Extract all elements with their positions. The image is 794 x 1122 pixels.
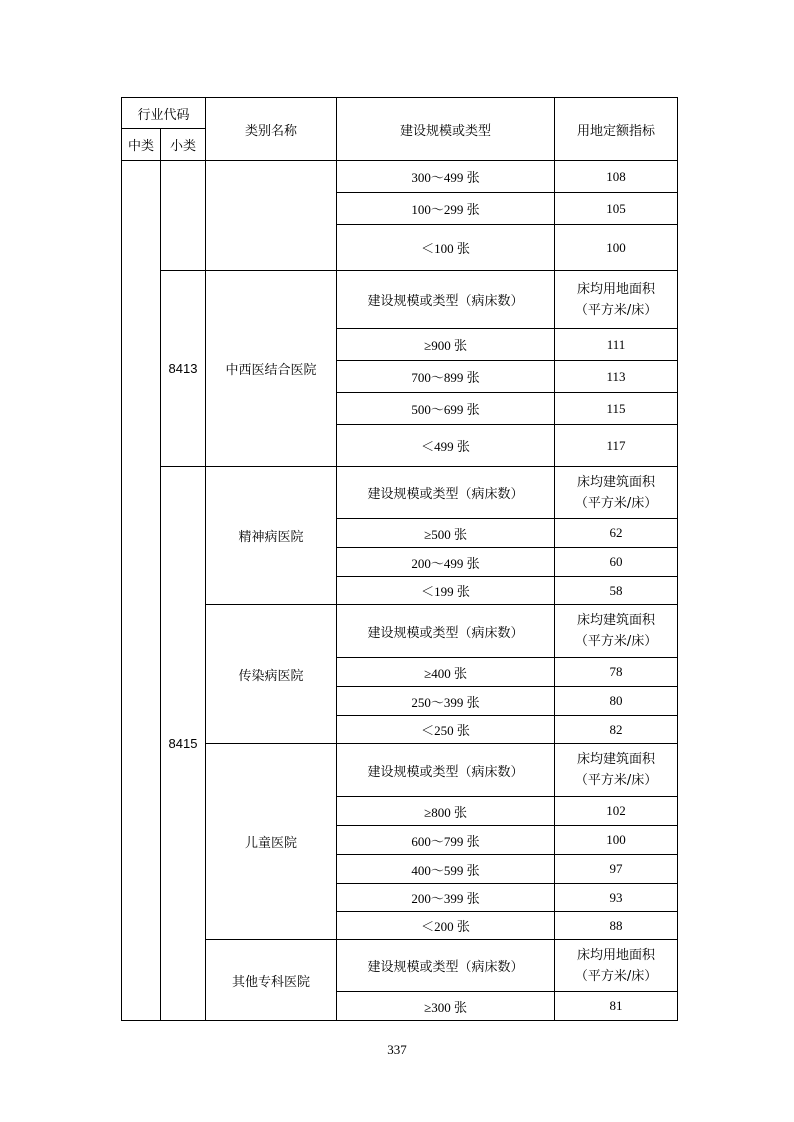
scale-cell: 200～399 张	[337, 884, 555, 912]
scale-cell: ≥400 张	[337, 658, 555, 687]
header-scale-type: 建设规模或类型	[337, 98, 555, 161]
header-category-name: 类别名称	[206, 98, 337, 161]
value-cell: 117	[555, 425, 678, 467]
scale-cell: 200～499 张	[337, 548, 555, 577]
value-cell: 80	[555, 687, 678, 716]
category-name: 中西医结合医院	[206, 271, 337, 467]
metric-line: 床均用地面积	[577, 281, 656, 297]
value-cell: 60	[555, 548, 678, 577]
metric-line: 床均建筑面积	[577, 613, 656, 628]
scale-cell: 300～499 张	[337, 161, 555, 193]
header-mid-class: 中类	[122, 129, 161, 161]
value-cell: 100	[555, 826, 678, 855]
scale-cell: 250～399 张	[337, 687, 555, 716]
value-cell: 108	[555, 161, 678, 193]
category-name: 其他专科医院	[206, 940, 337, 1021]
subheader-metric	[555, 467, 678, 519]
metric-unit: （平方米/床）	[574, 634, 658, 649]
table-row	[122, 161, 678, 193]
scale-cell: ≥300 张	[337, 992, 555, 1021]
land-quota-table	[121, 97, 678, 1021]
metric-line: 床均用地面积	[577, 947, 656, 963]
value-cell: 82	[555, 716, 678, 744]
value-cell: 102	[555, 797, 678, 826]
value-cell: 100	[555, 225, 678, 271]
table-row	[122, 940, 678, 992]
scale-cell: ≥500 张	[337, 519, 555, 548]
mid-class-cell	[122, 161, 161, 1021]
category-name: 精神病医院	[206, 467, 337, 605]
sub-class-code: 8415	[161, 467, 206, 1021]
metric-unit: （平方米/床）	[574, 773, 658, 788]
scale-cell: ≥800 张	[337, 797, 555, 826]
value-cell: 105	[555, 193, 678, 225]
subheader-scale: 建设规模或类型（病床数）	[337, 940, 555, 992]
value-cell: 97	[555, 855, 678, 884]
value-cell: 115	[555, 393, 678, 425]
table-row	[122, 605, 678, 658]
category-name: 传染病医院	[206, 605, 337, 744]
sub-class-code: 8413	[161, 271, 206, 467]
metric-line: 床均建筑面积	[577, 752, 656, 767]
value-cell: 93	[555, 884, 678, 912]
scale-cell: 100～299 张	[337, 193, 555, 225]
subheader-scale: 建设规模或类型（病床数）	[337, 467, 555, 519]
scale-cell: 600～799 张	[337, 826, 555, 855]
subheader-scale: 建设规模或类型（病床数）	[337, 271, 555, 329]
header-industry-code: 行业代码	[122, 98, 206, 129]
subheader-metric	[555, 271, 678, 329]
scale-cell: ＜499 张	[337, 425, 555, 467]
scale-cell: ＜100 张	[337, 225, 555, 271]
header-sub-class: 小类	[161, 129, 206, 161]
value-cell: 78	[555, 658, 678, 687]
subheader-scale: 建设规模或类型（病床数）	[337, 744, 555, 797]
subheader-scale: 建设规模或类型（病床数）	[337, 605, 555, 658]
category-name: 儿童医院	[206, 744, 337, 940]
subheader-metric	[555, 940, 678, 992]
metric-unit: （平方米/床）	[574, 302, 658, 318]
scale-cell: ＜200 张	[337, 912, 555, 940]
value-cell: 88	[555, 912, 678, 940]
metric-unit: （平方米/床）	[574, 495, 658, 511]
value-cell: 81	[555, 992, 678, 1021]
page-number: 337	[387, 1042, 407, 1057]
table-row	[122, 744, 678, 797]
scale-cell: ≥900 张	[337, 329, 555, 361]
scale-cell: 400～599 张	[337, 855, 555, 884]
value-cell: 62	[555, 519, 678, 548]
header-land-quota: 用地定额指标	[555, 98, 678, 161]
category-name-cell	[206, 161, 337, 271]
scale-cell: ＜250 张	[337, 716, 555, 744]
metric-line: 床均建筑面积	[577, 474, 656, 490]
table-row	[122, 271, 678, 329]
table-row	[122, 467, 678, 519]
subheader-metric	[555, 605, 678, 658]
sub-class-cell	[161, 161, 206, 271]
scale-cell: 700～899 张	[337, 361, 555, 393]
scale-cell: 500～699 张	[337, 393, 555, 425]
value-cell: 58	[555, 577, 678, 605]
value-cell: 113	[555, 361, 678, 393]
metric-unit: （平方米/床）	[574, 968, 658, 984]
scale-cell: ＜199 张	[337, 577, 555, 605]
value-cell: 111	[555, 329, 678, 361]
header-row	[122, 98, 678, 129]
subheader-metric	[555, 744, 678, 797]
